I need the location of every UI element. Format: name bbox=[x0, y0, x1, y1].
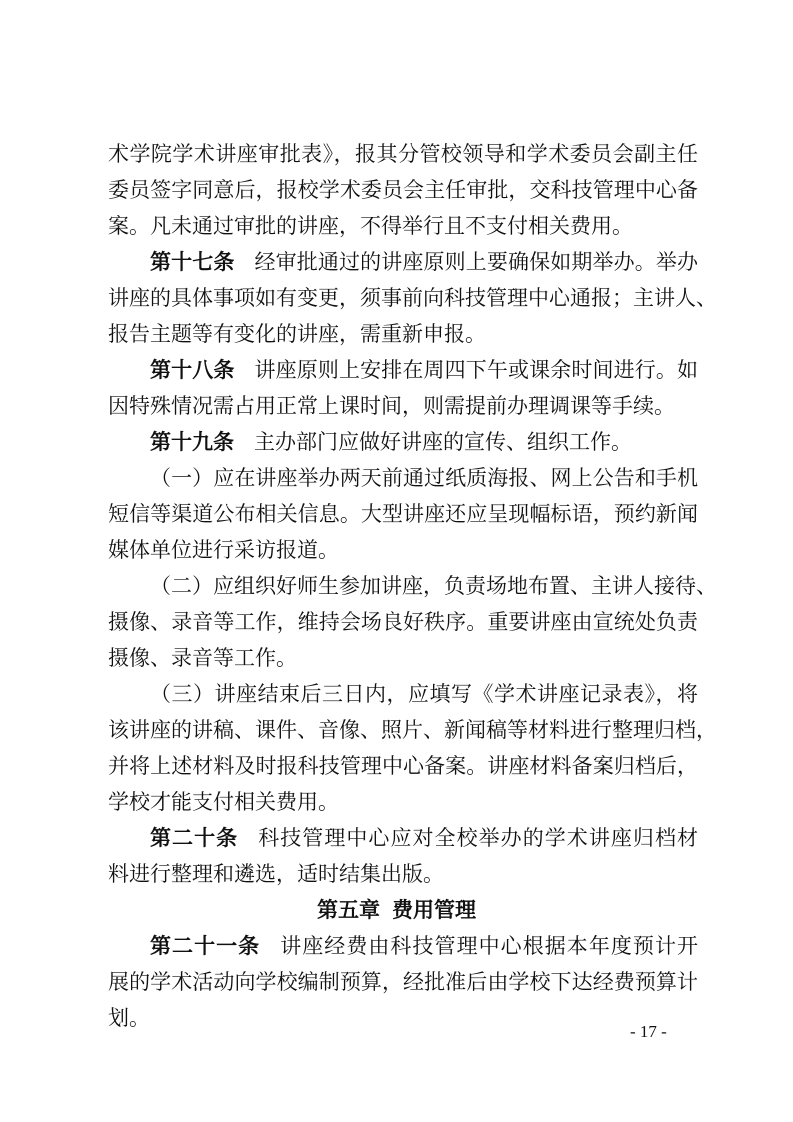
list-item-line: 媒体单位进行采访报道。 bbox=[108, 538, 339, 562]
list-item-line: 摄像、录音等工作，维持会场良好秩序。重要讲座由宣统处负责 bbox=[108, 610, 698, 634]
list-item-line: 学校才能支付相关费用。 bbox=[108, 790, 339, 814]
list-item-line: 并将上述材料及时报科技管理中心备案。讲座材料备案归档后， bbox=[108, 754, 698, 778]
paragraph-text: 科技管理中心应对全校举办的学术讲座归档材 bbox=[258, 826, 699, 850]
article-21-first-line bbox=[150, 931, 698, 961]
list-item-line: 该讲座的讲稿、课件、音像、照片、新闻稿等材料进行整理归档， bbox=[108, 718, 717, 742]
paragraph-line: 报告主题等有变化的讲座，需重新申报。 bbox=[108, 322, 486, 346]
paragraph-line: 料进行整理和遴选，适时结集出版。 bbox=[108, 862, 444, 886]
paragraph-line: 术学院学术讲座审批表》，报其分管校领导和学术委员会副主任 bbox=[108, 142, 698, 166]
list-item-line: （三）讲座结束后三日内，应填写《学术讲座记录表》，将 bbox=[150, 682, 698, 706]
paragraph-text: 讲座原则上安排在周四下午或课余时间进行。如 bbox=[254, 358, 698, 382]
article-17-heading: 第十七条 bbox=[150, 250, 235, 274]
list-item-line: （一）应在讲座举办两天前通过纸质海报、网上公告和手机 bbox=[150, 466, 698, 490]
article-20-heading: 第二十条 bbox=[150, 826, 239, 850]
paragraph-text: 经审批通过的讲座原则上要确保如期举办。举办 bbox=[254, 250, 698, 274]
chapter-number: 第五章 bbox=[317, 898, 380, 922]
page-number: - 17 - bbox=[630, 1022, 667, 1041]
article-20-first-line bbox=[150, 823, 698, 853]
paragraph-line: 讲座的具体事项如有变更，须事前向科技管理中心通报；主讲人、 bbox=[108, 286, 717, 310]
list-item-line: （二）应组织好师生参加讲座，负责场地布置、主讲人接待、 bbox=[150, 574, 717, 598]
list-item-line: 摄像、录音等工作。 bbox=[108, 646, 297, 670]
paragraph-line: 展的学术活动向学校编制预算，经批准后由学校下达经费预算计 bbox=[108, 970, 698, 994]
paragraph-text: 主办部门应做好讲座的宣传、组织工作。 bbox=[254, 430, 632, 454]
article-17-first-line bbox=[150, 247, 698, 277]
article-19-first-line bbox=[150, 427, 698, 457]
article-18-heading: 第十八条 bbox=[150, 358, 235, 382]
paragraph-line: 委员签字同意后，报校学术委员会主任审批，交科技管理中心备 bbox=[108, 178, 698, 202]
article-19-heading: 第十九条 bbox=[150, 430, 234, 454]
paragraph-line: 划。 bbox=[108, 1006, 150, 1030]
chapter-heading bbox=[0, 895, 793, 925]
paragraph-line: 案。凡未通过审批的讲座，不得举行且不支付相关费用。 bbox=[108, 214, 633, 238]
chapter-title: 费用管理 bbox=[392, 898, 476, 922]
paragraph-line: 因特殊情况需占用正常上课时间，则需提前办理调课等手续。 bbox=[108, 394, 675, 418]
paragraph-text: 讲座经费由科技管理中心根据本年度预计开 bbox=[280, 934, 698, 958]
article-21-heading: 第二十一条 bbox=[150, 934, 261, 958]
article-18-first-line bbox=[150, 355, 698, 385]
list-item-line: 短信等渠道公布相关信息。大型讲座还应呈现幅标语，预约新闻 bbox=[108, 502, 698, 526]
